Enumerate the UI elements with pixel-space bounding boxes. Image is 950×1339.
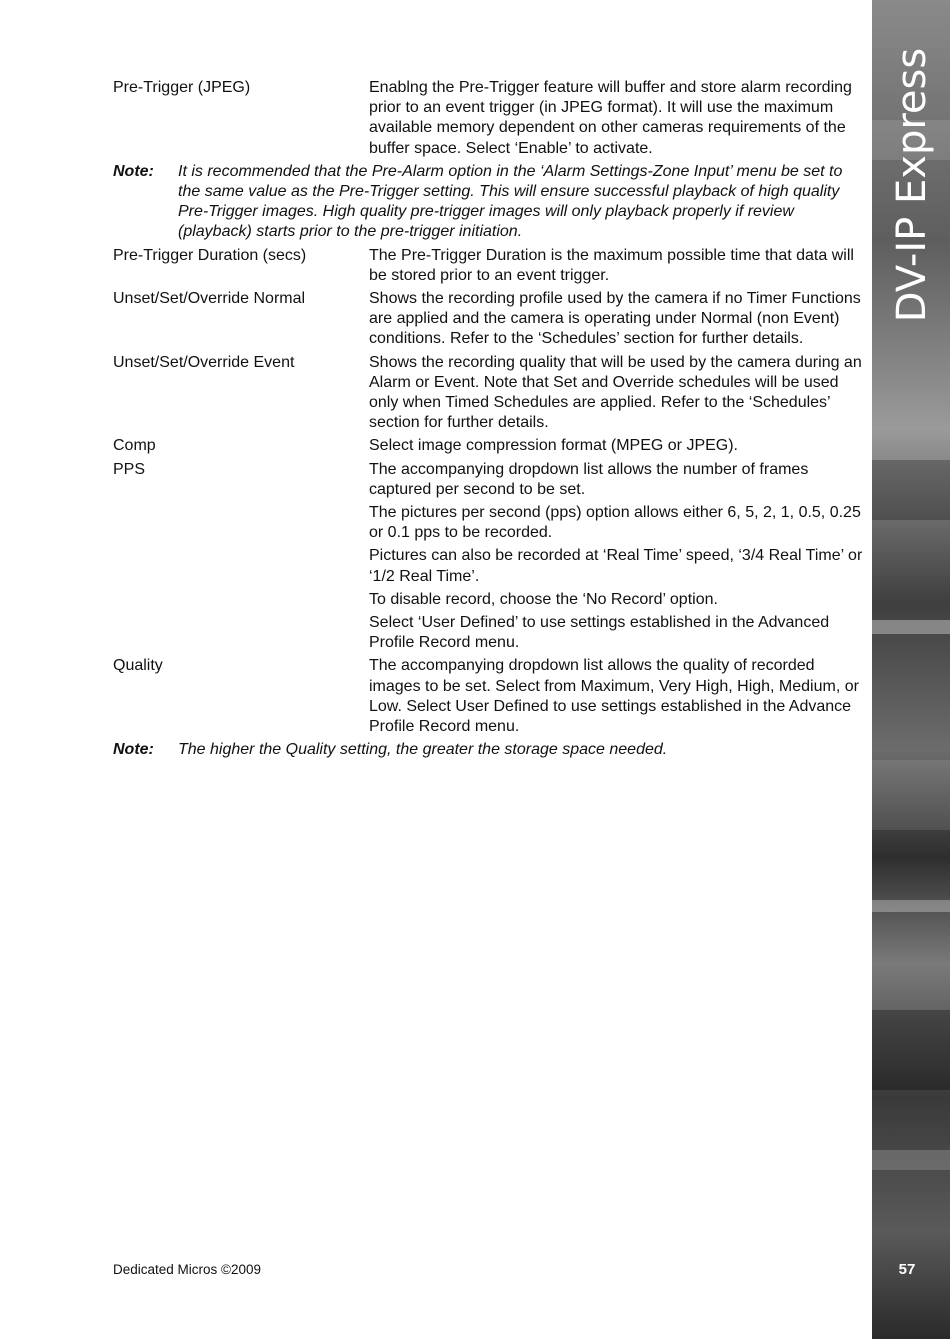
term-description (369, 78, 863, 159)
brand-name: DV-IP Express (889, 47, 935, 323)
manual-content (113, 78, 863, 764)
description-paragraph: The Pre-Trigger Duration is the maximum possible time that data will be stored prior to an event trigger. (369, 246, 854, 284)
term-label: Unset/Set/Override Normal (113, 290, 306, 308)
description-paragraph: Shows the recording quality that will be used by the camera during an Alarm or Event. Note that Set and Override schedules will be used only when Timed Schedules are applied. Refer to the ‘Schedules’ section for further details. (369, 353, 862, 432)
definition-row (113, 78, 863, 159)
note-block (113, 740, 863, 760)
term-label: Pre-Trigger Duration (secs) (113, 246, 307, 264)
term-description (369, 460, 863, 654)
description-paragraph: To disable record, choose the ‘No Record’ option. (369, 590, 718, 608)
term-label: Unset/Set/Override Event (113, 353, 295, 371)
description-paragraph: Pictures can also be recorded at ‘Real Time’ speed, ‘3/4 Real Time’ or ‘1/2 Real Time’. (369, 547, 863, 585)
definition-row (113, 436, 863, 456)
note-text: The higher the Quality setting, the greater the storage space needed. (178, 741, 668, 759)
definition-row (113, 353, 863, 434)
description-paragraph: The pictures per second (pps) option allows either 6, 5, 2, 1, 0.5, 0.25 or 0.1 pps to be recorded. (369, 504, 861, 542)
description-paragraph: The accompanying dropdown list allows the number of frames captured per second to be set. (369, 460, 809, 498)
term-label: PPS (113, 460, 146, 478)
term-label: Pre-Trigger (JPEG) (113, 79, 251, 96)
description-paragraph: The accompanying dropdown list allows the quality of recorded images to be set. Select from Maximum, Very High, High, Medium, or Low. Select User Defined to use settings established in the Advance Profile Record menu. (369, 657, 859, 736)
description-paragraph: Shows the recording profile used by the camera if no Timer Functions are applied and the camera is operating under Normal (non Event) conditions. Refer to the ‘Schedules’ section for further details. (369, 290, 861, 348)
term-description (369, 656, 863, 737)
definition-row (113, 246, 863, 286)
term-description (369, 289, 863, 350)
term-description (369, 246, 863, 286)
definition-row (113, 460, 863, 654)
description-paragraph: Enablng the Pre-Trigger feature will buffer and store alarm recording prior to an event trigger (in JPEG format). It will use the maximum available memory dependent on other cameras requirements of the buffer space. Select ‘Enable’ to activate. (369, 79, 852, 157)
page-number: 57 (898, 1261, 916, 1278)
note-block (113, 162, 863, 243)
definition-row (113, 289, 863, 350)
description-paragraph: Select image compression format (MPEG or JPEG). (369, 437, 738, 455)
note-label: Note: (113, 741, 154, 759)
description-paragraph: Select ‘User Defined’ to use settings established in the Advanced Profile Record menu. (369, 614, 830, 652)
definition-row (113, 656, 863, 737)
term-description (369, 436, 863, 456)
note-label: Note: (113, 162, 154, 180)
term-label: Comp (113, 437, 156, 455)
decorative-sidebar (872, 0, 950, 1339)
brand-logo (890, 30, 934, 340)
note-text: It is recommended that the Pre-Alarm option in the ‘Alarm Settings-Zone Input’ menu be set to the same value as the Pre-Trigger setting. This will ensure successful playback of high quality Pre-Trigger images. High quality pre-trigger images will only playback properly if review (playback) starts prior to the pre-trigger initiation. (178, 162, 843, 241)
term-description (369, 353, 863, 434)
footer-copyright: Dedicated Micros ©2009 (113, 1262, 262, 1277)
term-label: Quality (113, 657, 163, 675)
